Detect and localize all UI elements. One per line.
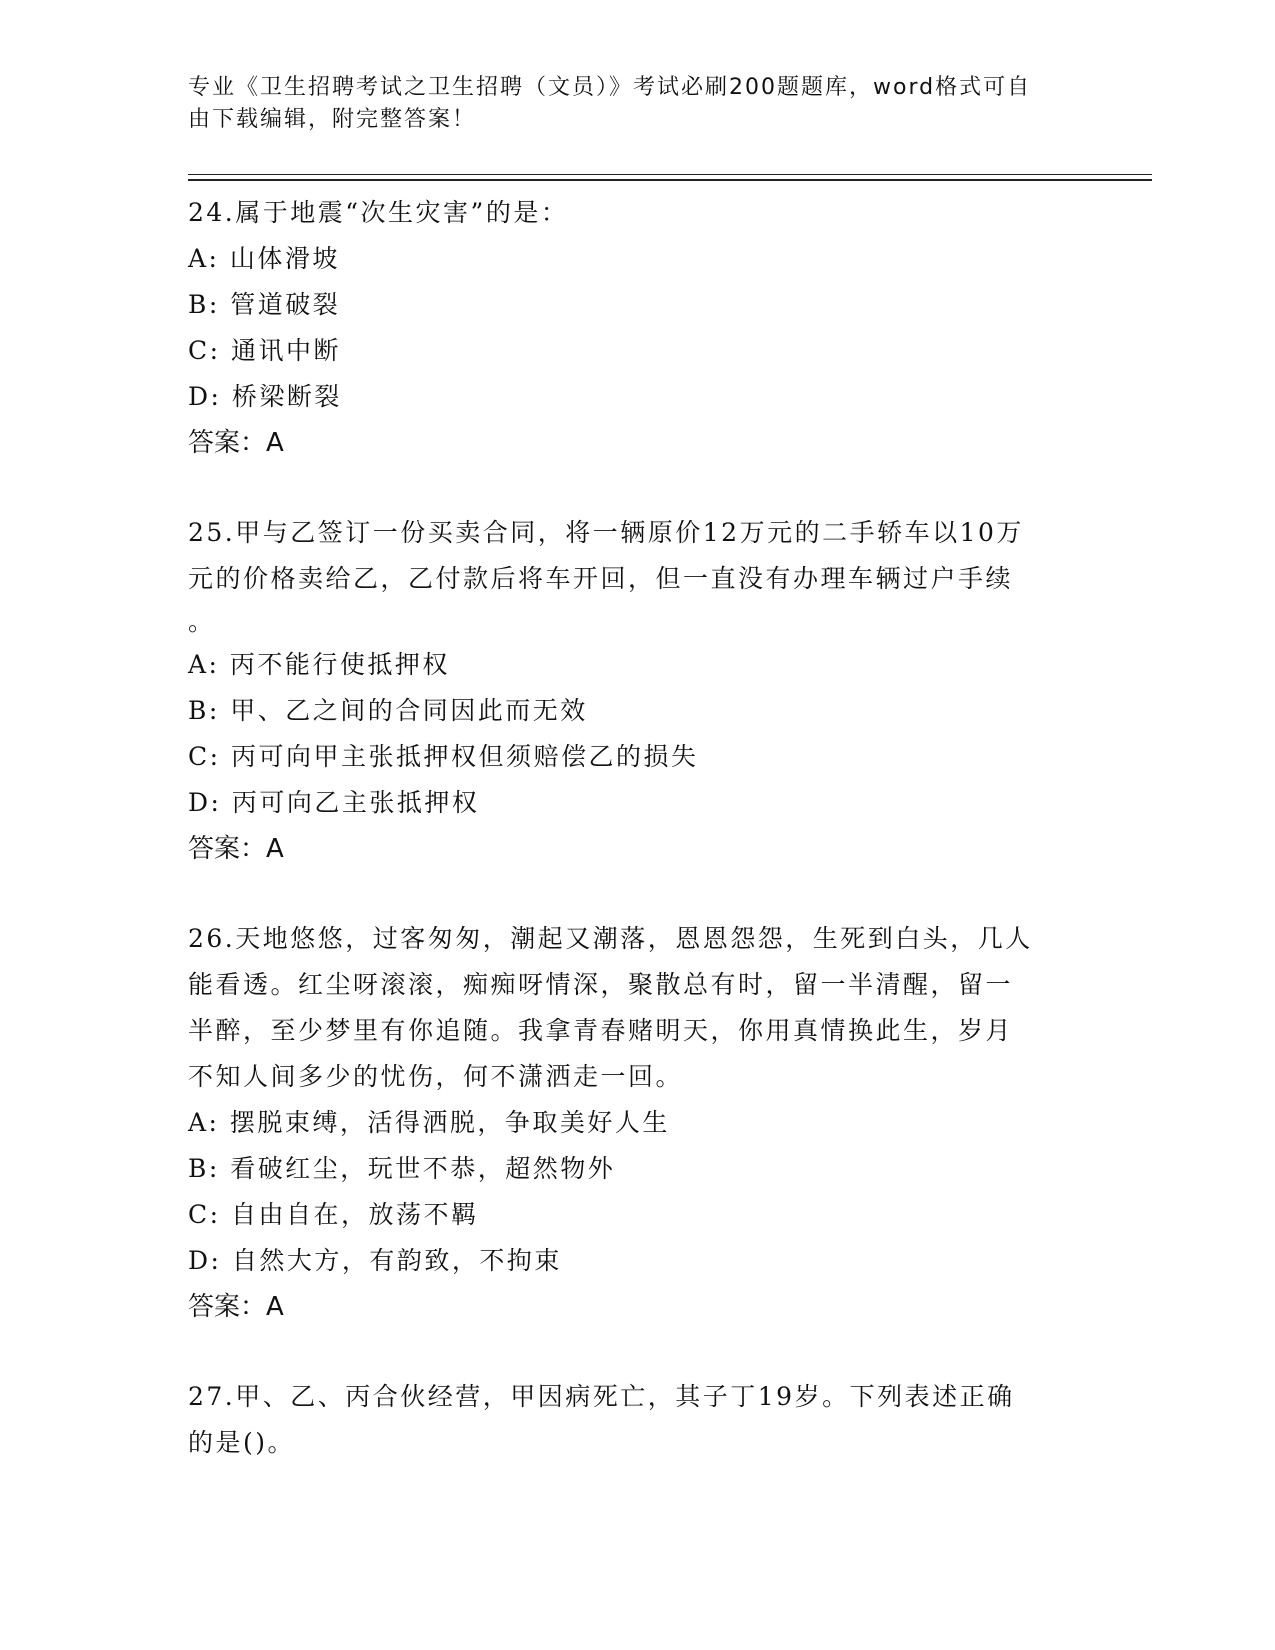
question-25 [188, 510, 1088, 872]
question-stem: 24.属于地震“次生灾害”的是： [188, 198, 569, 227]
option-b: B: 管道破裂 [188, 290, 341, 319]
header-divider-thin [188, 174, 1152, 175]
option-d: D: 自然大方，有韵致，不拘束 [188, 1246, 562, 1275]
question-stem-line-3: 半醉，至少梦里有你追随。我拿青春赌明天，你用真情换此生，岁月 [188, 1016, 1014, 1045]
question-26 [188, 916, 1088, 1330]
question-stem-line-4: 不知人间多少的忧伤，何不潇洒走一回。 [188, 1062, 684, 1091]
option-a: A: 山体滑坡 [188, 244, 340, 273]
option-a: A: 摆脱束缚，活得洒脱，争取美好人生 [188, 1108, 670, 1137]
option-b: B: 看破红尘，玩世不恭，超然物外 [188, 1154, 616, 1183]
question-24 [188, 190, 1088, 466]
question-stem-line-1: 26.天地悠悠，过客匆匆，潮起又潮落，恩恩怨怨，生死到白头，几人 [188, 924, 1033, 953]
option-c: C: 自由自在，放荡不羁 [188, 1200, 479, 1229]
question-27 [188, 1374, 1088, 1466]
answer-line: 答案：A [188, 1292, 284, 1322]
option-d: D: 桥梁断裂 [188, 382, 342, 411]
question-stem-line-1: 27.甲、乙、丙合伙经营，甲因病死亡，其子丁19岁。下列表述正确 [188, 1382, 1015, 1411]
header-line-2: 由下载编辑，附完整答案！ [188, 107, 477, 132]
question-gap [188, 1330, 1088, 1374]
option-d: D: 丙可向乙主张抵押权 [188, 788, 480, 817]
question-stem-line-2: 能看透。红尘呀滚滚，痴痴呀情深，聚散总有时，留一半清醒，留一 [188, 970, 1014, 999]
question-stem-line-3: 。 [188, 607, 216, 636]
document-header [188, 72, 1088, 136]
answer-line: 答案：A [188, 834, 284, 864]
option-a: A: 丙不能行使抵押权 [188, 650, 450, 679]
option-b: B: 甲、乙之间的合同因此而无效 [188, 696, 588, 725]
question-stem-line-2: 的是()。 [188, 1428, 296, 1457]
question-stem-line-2: 元的价格卖给乙，乙付款后将车开回，但一直没有办理车辆过户手续 [188, 564, 1014, 593]
option-c: C: 丙可向甲主张抵押权但须赔偿乙的损失 [188, 742, 699, 771]
question-list [188, 190, 1088, 1466]
option-c: C: 通讯中断 [188, 336, 341, 365]
question-gap [188, 466, 1088, 510]
question-gap [188, 872, 1088, 916]
question-stem-line-1: 25.甲与乙签订一份买卖合同，将一辆原价12万元的二手轿车以10万 [188, 518, 1024, 547]
header-divider-thick [188, 179, 1152, 181]
answer-line: 答案：A [188, 428, 284, 458]
header-line-1: 专业《卫生招聘考试之卫生招聘（文员）》考试必刷200题题库，word格式可自 [188, 75, 1032, 100]
